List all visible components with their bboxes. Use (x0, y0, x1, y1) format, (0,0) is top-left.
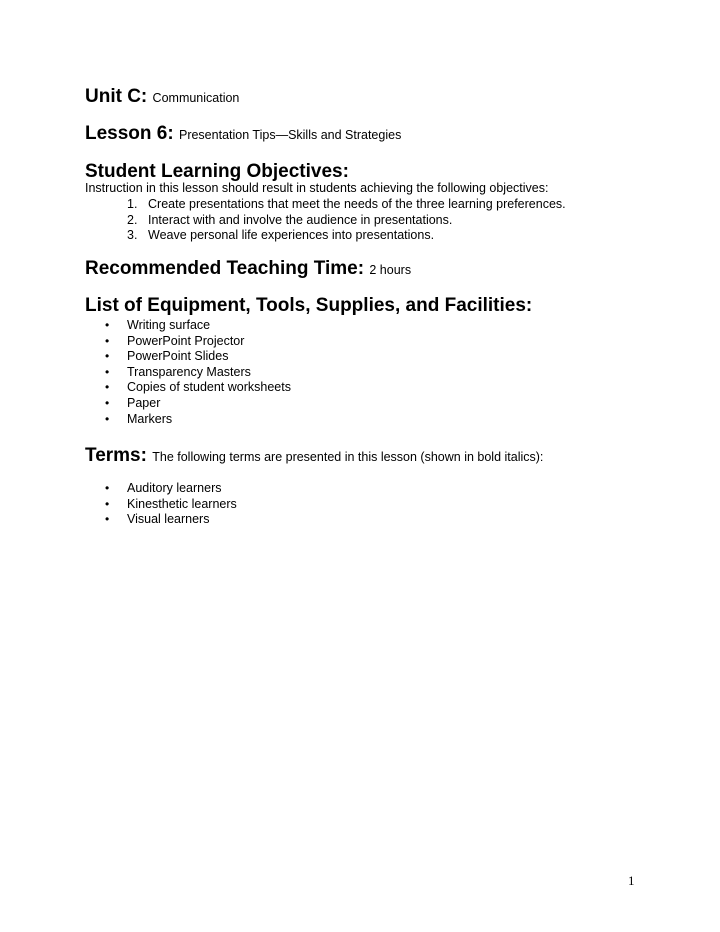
objectives-list (85, 197, 660, 244)
lesson-value: Presentation Tips—Skills and Strategies (178, 128, 402, 142)
bullet-icon: • (105, 512, 110, 527)
bullet-icon: • (105, 481, 110, 495)
teaching-time-heading (85, 257, 660, 282)
unit-value: Communication (152, 91, 240, 105)
list-item (85, 396, 660, 412)
equipment-item-text: Writing surface (127, 318, 211, 332)
equipment-item-text: Copies of student worksheets (127, 380, 291, 395)
terms-list-container (85, 481, 660, 528)
equipment-heading: List of Equipment, Tools, Supplies, and Facilities: (85, 295, 533, 316)
list-item (85, 412, 660, 428)
term-item-text: Visual learners (127, 512, 210, 527)
term-item-text: Auditory learners (127, 481, 222, 495)
list-item (85, 365, 660, 381)
objective-number: 1. (127, 197, 138, 211)
list-item (85, 512, 660, 528)
bullet-icon: • (105, 380, 110, 395)
terms-list (85, 481, 660, 528)
terms-label: Terms: (85, 445, 147, 466)
page-number: 1 (628, 873, 635, 888)
equipment-item-text: Transparency Masters (127, 364, 251, 379)
bullet-icon: • (105, 496, 110, 511)
list-item (85, 497, 660, 513)
objective-item (85, 228, 660, 244)
equipment-list-container (85, 318, 660, 427)
terms-heading (85, 444, 660, 469)
lesson-heading (85, 122, 660, 147)
teaching-time-label: Recommended Teaching Time: (85, 258, 365, 279)
objective-text: Create presentations that meet the needs of the three learning preferences. (148, 197, 566, 211)
objectives-intro: Instruction in this lesson should result in students achieving the following objectives: (85, 181, 549, 195)
list-item (85, 334, 660, 350)
objective-text: Interact with and involve the audience in presentations. (148, 212, 453, 227)
bullet-icon: • (105, 411, 110, 426)
equipment-item-text: PowerPoint Slides (127, 349, 229, 364)
bullet-icon: • (105, 333, 110, 348)
list-item (85, 481, 660, 497)
list-item (85, 318, 660, 334)
bullet-icon: • (105, 318, 110, 332)
list-item (85, 349, 660, 365)
bullet-icon: • (105, 395, 110, 410)
equipment-item-text: PowerPoint Projector (127, 333, 245, 348)
teaching-time-value: 2 hours (369, 263, 412, 277)
objective-number: 3. (127, 228, 138, 242)
objective-number: 2. (127, 212, 138, 227)
objective-text: Weave personal life experiences into presentations. (148, 228, 435, 242)
objective-item (85, 213, 660, 229)
unit-label: Unit C: (85, 86, 148, 107)
objectives-list-container (85, 197, 660, 244)
objective-item (85, 197, 660, 213)
equipment-item-text: Paper (127, 395, 161, 410)
list-item (85, 380, 660, 396)
equipment-item-text: Markers (127, 411, 173, 426)
bullet-icon: • (105, 364, 110, 379)
equipment-list (85, 318, 660, 427)
bullet-icon: • (105, 349, 110, 364)
unit-heading (85, 85, 660, 110)
terms-value: The following terms are presented in this lesson (shown in bold italics): (152, 450, 544, 464)
objectives-heading: Student Learning Objectives: (85, 161, 349, 182)
lesson-label: Lesson 6: (85, 123, 174, 144)
term-item-text: Kinesthetic learners (127, 496, 237, 511)
